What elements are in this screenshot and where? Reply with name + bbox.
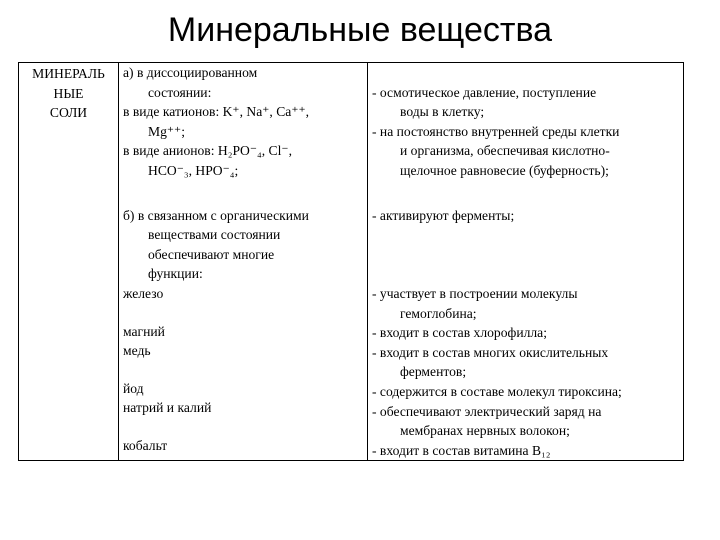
functions-cell xyxy=(368,63,684,461)
category-line: СОЛИ xyxy=(49,105,88,121)
cations-line-cont: Mg⁺⁺; xyxy=(148,123,186,139)
bound-heading-cont: функции: xyxy=(148,266,203,282)
element-magnesium: магний xyxy=(123,323,165,339)
bound-heading-cont: веществами состоянии xyxy=(148,227,281,243)
spacer xyxy=(123,418,367,436)
anions-line-cont: HCO⁻₃, HPO⁻₄; xyxy=(148,162,239,178)
role-iron: - участвует в построении молекулы xyxy=(372,285,578,301)
anions-line: в виде анионов: H₂PO⁻₄, Cl⁻, xyxy=(123,143,292,159)
element-sodium-potassium: натрий и калий xyxy=(123,400,212,416)
category-cell xyxy=(19,63,119,461)
element-iodine: йод xyxy=(123,380,144,396)
role-copper-cont: ферментов; xyxy=(400,364,467,380)
category-line: МИНЕРАЛЬ xyxy=(32,66,105,81)
role-osmotic-cont: воды в клетку; xyxy=(400,104,485,120)
role-cobalt: - входит в состав витамина B₁₂ xyxy=(372,442,551,458)
dissociated-heading: а) в диссоциированном xyxy=(123,65,258,80)
spacer xyxy=(123,181,367,206)
category-line: НЫЕ xyxy=(53,85,84,101)
role-homeostasis: - на постоянство внутренней среды клетки xyxy=(372,123,620,139)
spacer xyxy=(372,225,683,245)
minerals-table xyxy=(18,62,684,461)
role-magnesium: - входит в состав хлорофилла; xyxy=(372,325,547,341)
forms-cell xyxy=(119,63,368,461)
role-homeostasis-cont: щелочное равновесие (буферность); xyxy=(400,162,609,178)
page-title: Минеральные вещества xyxy=(167,11,553,49)
dissociated-heading-cont: состоянии: xyxy=(148,84,212,100)
element-copper: медь xyxy=(123,343,151,359)
element-cobalt: кобальт xyxy=(123,437,168,453)
role-homeostasis-cont: и организма, обеспечивая кислотно- xyxy=(400,143,610,159)
spacer xyxy=(372,245,683,265)
bound-heading: б) в связанном с органическими xyxy=(123,207,309,223)
spacer xyxy=(123,304,367,322)
spacer xyxy=(372,63,683,83)
role-copper: - входит в состав многих окислительных xyxy=(372,344,609,360)
spacer xyxy=(123,361,367,379)
cations-line: в виде катионов: K⁺, Na⁺, Ca⁺⁺, xyxy=(123,104,310,120)
element-iron: железо xyxy=(123,285,164,301)
table-row xyxy=(19,63,684,461)
bound-heading-cont: обеспечивают многие xyxy=(148,246,275,262)
role-sodium-potassium: - обеспечивают электрический заряд на xyxy=(372,403,602,419)
role-iron-cont: гемоглобина; xyxy=(400,305,477,321)
role-iodine: - содержится в составе молекул тироксина; xyxy=(372,383,622,399)
spacer xyxy=(372,264,683,284)
role-sodium-potassium-cont: мембранах нервных волокон; xyxy=(400,423,570,439)
role-osmotic: - осмотическое давление, поступление xyxy=(372,84,597,100)
role-enzymes: - активируют ферменты; xyxy=(372,207,515,223)
spacer xyxy=(372,181,683,206)
